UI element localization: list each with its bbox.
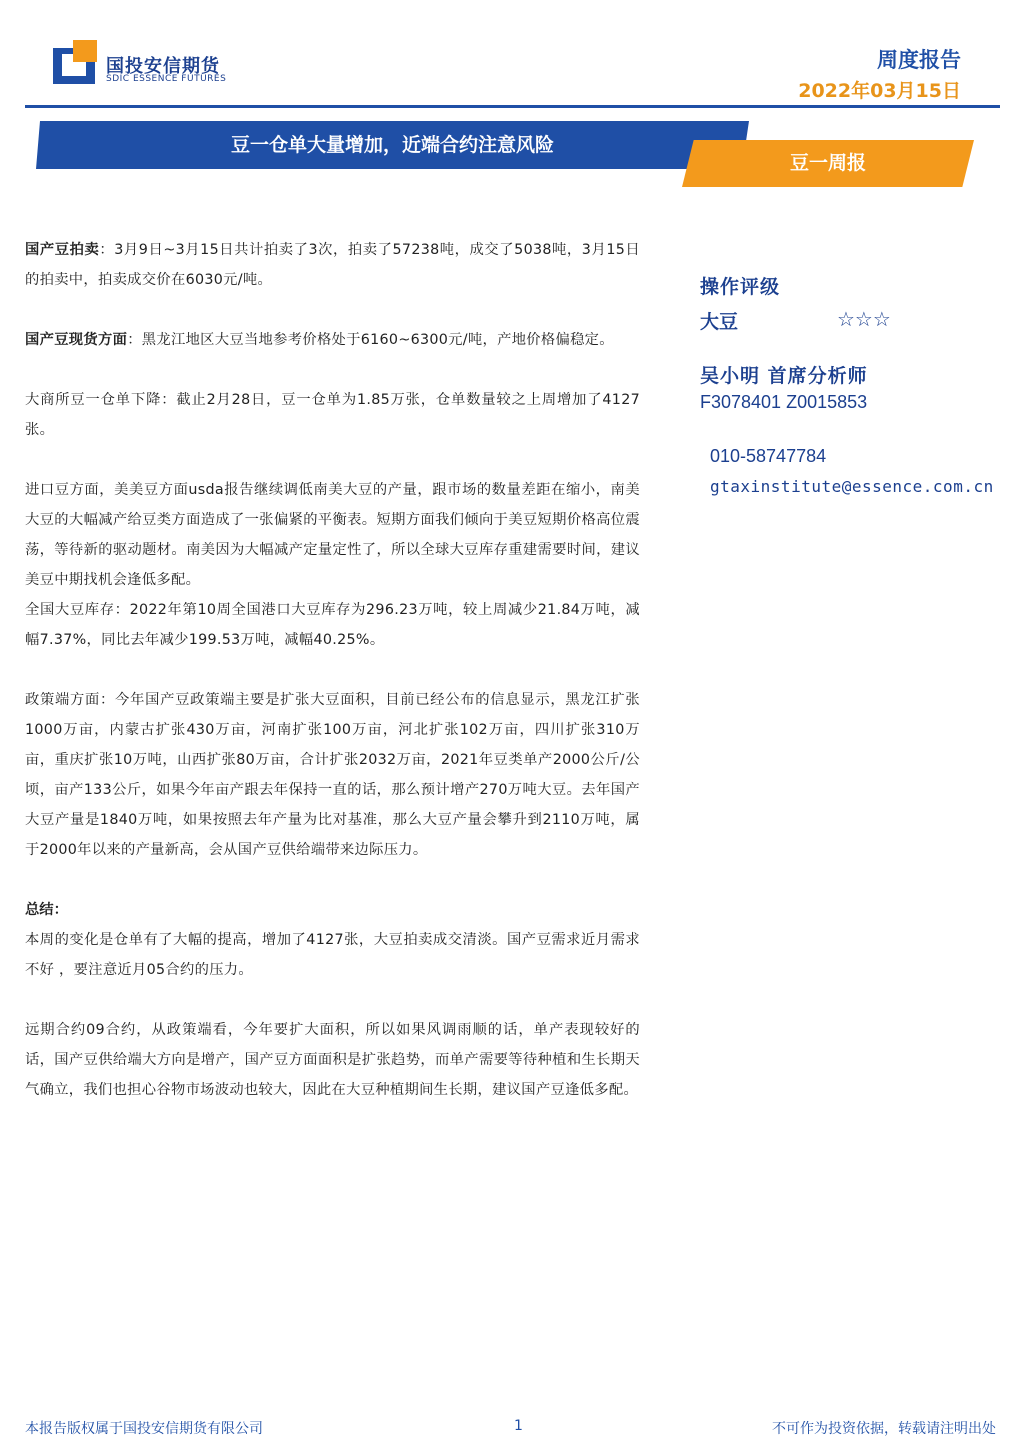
paragraph-domestic-spot [25, 325, 640, 355]
paragraph-forward-contract: 远期合约09合约，从政策端看，今年要扩大面积，所以如果风调雨顺的话，单产表现较好的话，国产豆供给端大方向是增产，国产豆方面面积是扩张趋势，而单产需要等待种植和生长期天气确立，我们也担心谷物市场波动也较大，因此在大豆种植期间生长期，建议国产豆逢低多配。 [25, 1022, 640, 1098]
paragraph-label: 国产豆现货方面 [25, 332, 128, 348]
rating-asset: 大豆 [700, 311, 739, 333]
paragraph-warehouse-receipts: 大商所豆一仓单下降：截止2月28日，豆一仓单为1.85万张，仓单数量较之上周增加了4127张。 [25, 392, 640, 438]
page-number: 1 [514, 1418, 523, 1434]
report-type: 周度报告 [877, 48, 961, 72]
paragraph-summary: 本周的变化是仓单有了大幅的提高，增加了4127张，大豆拍卖成交清淡。国产豆需求近月需求不好 ，要注意近月05合约的压力。 [25, 932, 640, 978]
paragraph-text: ：黑龙江地区大豆当地参考价格处于6160~6300元/吨，产地价格偏稳定。 [127, 332, 614, 348]
sidebar [700, 272, 1020, 496]
rating-stars: ☆☆☆ [837, 307, 891, 331]
contact-phone: 010-58747784 [710, 446, 827, 466]
header-divider [25, 105, 1000, 108]
analyst-licence: F3078401 Z0015853 [700, 392, 868, 412]
footer-copyright: 本报告版权属于国投安信期货有限公司 [25, 1421, 263, 1437]
company-logo [53, 40, 99, 84]
paragraph-label: 国产豆拍卖 [25, 242, 100, 258]
analyst-name: 吴小明 首席分析师 [700, 365, 868, 387]
company-name: 国投安信期货 [106, 56, 220, 77]
rating-row [700, 307, 1020, 335]
company-name-en: SDIC ESSENCE FUTURES [106, 74, 227, 84]
paragraph-policy: 政策端方面：今年国产豆政策端主要是扩张大豆面积，目前已经公布的信息显示，黑龙江扩张1000万亩，内蒙古扩张430万亩，河南扩张100万亩，河北扩张102万亩，四川扩张310万亩，重庆扩张10万吨，山西扩张80万亩，合计扩张2032万亩，2021年豆类单产2000公斤/公顷，亩产133公斤，如果今年亩产跟去年保持一直的话，那么预计增产270万吨大豆。去年国产大豆产量是1840万吨，如果按照去年产量为比对基准，那么大豆产量会攀升到2110万吨，属于2000年以来的产量新高，会从国产豆供给端带来边际压力。 [25, 692, 640, 858]
footer-disclaimer: 不可作为投资依据，转载请注明出处 [772, 1421, 996, 1437]
rating-title: 操作评级 [700, 276, 781, 298]
report-body [25, 235, 640, 1135]
paragraph-domestic-auction [25, 235, 640, 295]
paragraph-text: ：3月9日~3月15日共计拍卖了3次，拍卖了57238吨，成交了5038吨，3月15日的拍卖中，拍卖成交价在6030元/吨。 [25, 242, 640, 288]
summary-heading: 总结： [25, 902, 68, 918]
paragraph-national-inventory: 全国大豆库存：2022年第10周全国港口大豆库存为296.23万吨，较上周减少21.84万吨，减幅7.37%，同比去年减少199.53万吨，减幅40.25%。 [25, 602, 640, 648]
contact-email[interactable]: gtaxinstitute@essence.com.cn [710, 477, 994, 496]
report-tag: 豆一周报 [789, 152, 866, 174]
report-date: 2022年03月15日 [798, 80, 961, 102]
logo-orange-square [73, 40, 97, 62]
paragraph-imported-soy: 进口豆方面，美美豆方面usda报告继续调低南美大豆的产量，跟市场的数量差距在缩小，南美大豆的大幅减产给豆类方面造成了一张偏紧的平衡表。短期方面我们倾向于美豆短期价格高位震荡，等待新的驱动题材。南美因为大幅减产定量定性了，所以全球大豆库存重建需要时间，建议美豆中期找机会逢低多配。 [25, 482, 640, 588]
report-title: 豆一仓单大量增加，近端合约注意风险 [230, 134, 554, 156]
